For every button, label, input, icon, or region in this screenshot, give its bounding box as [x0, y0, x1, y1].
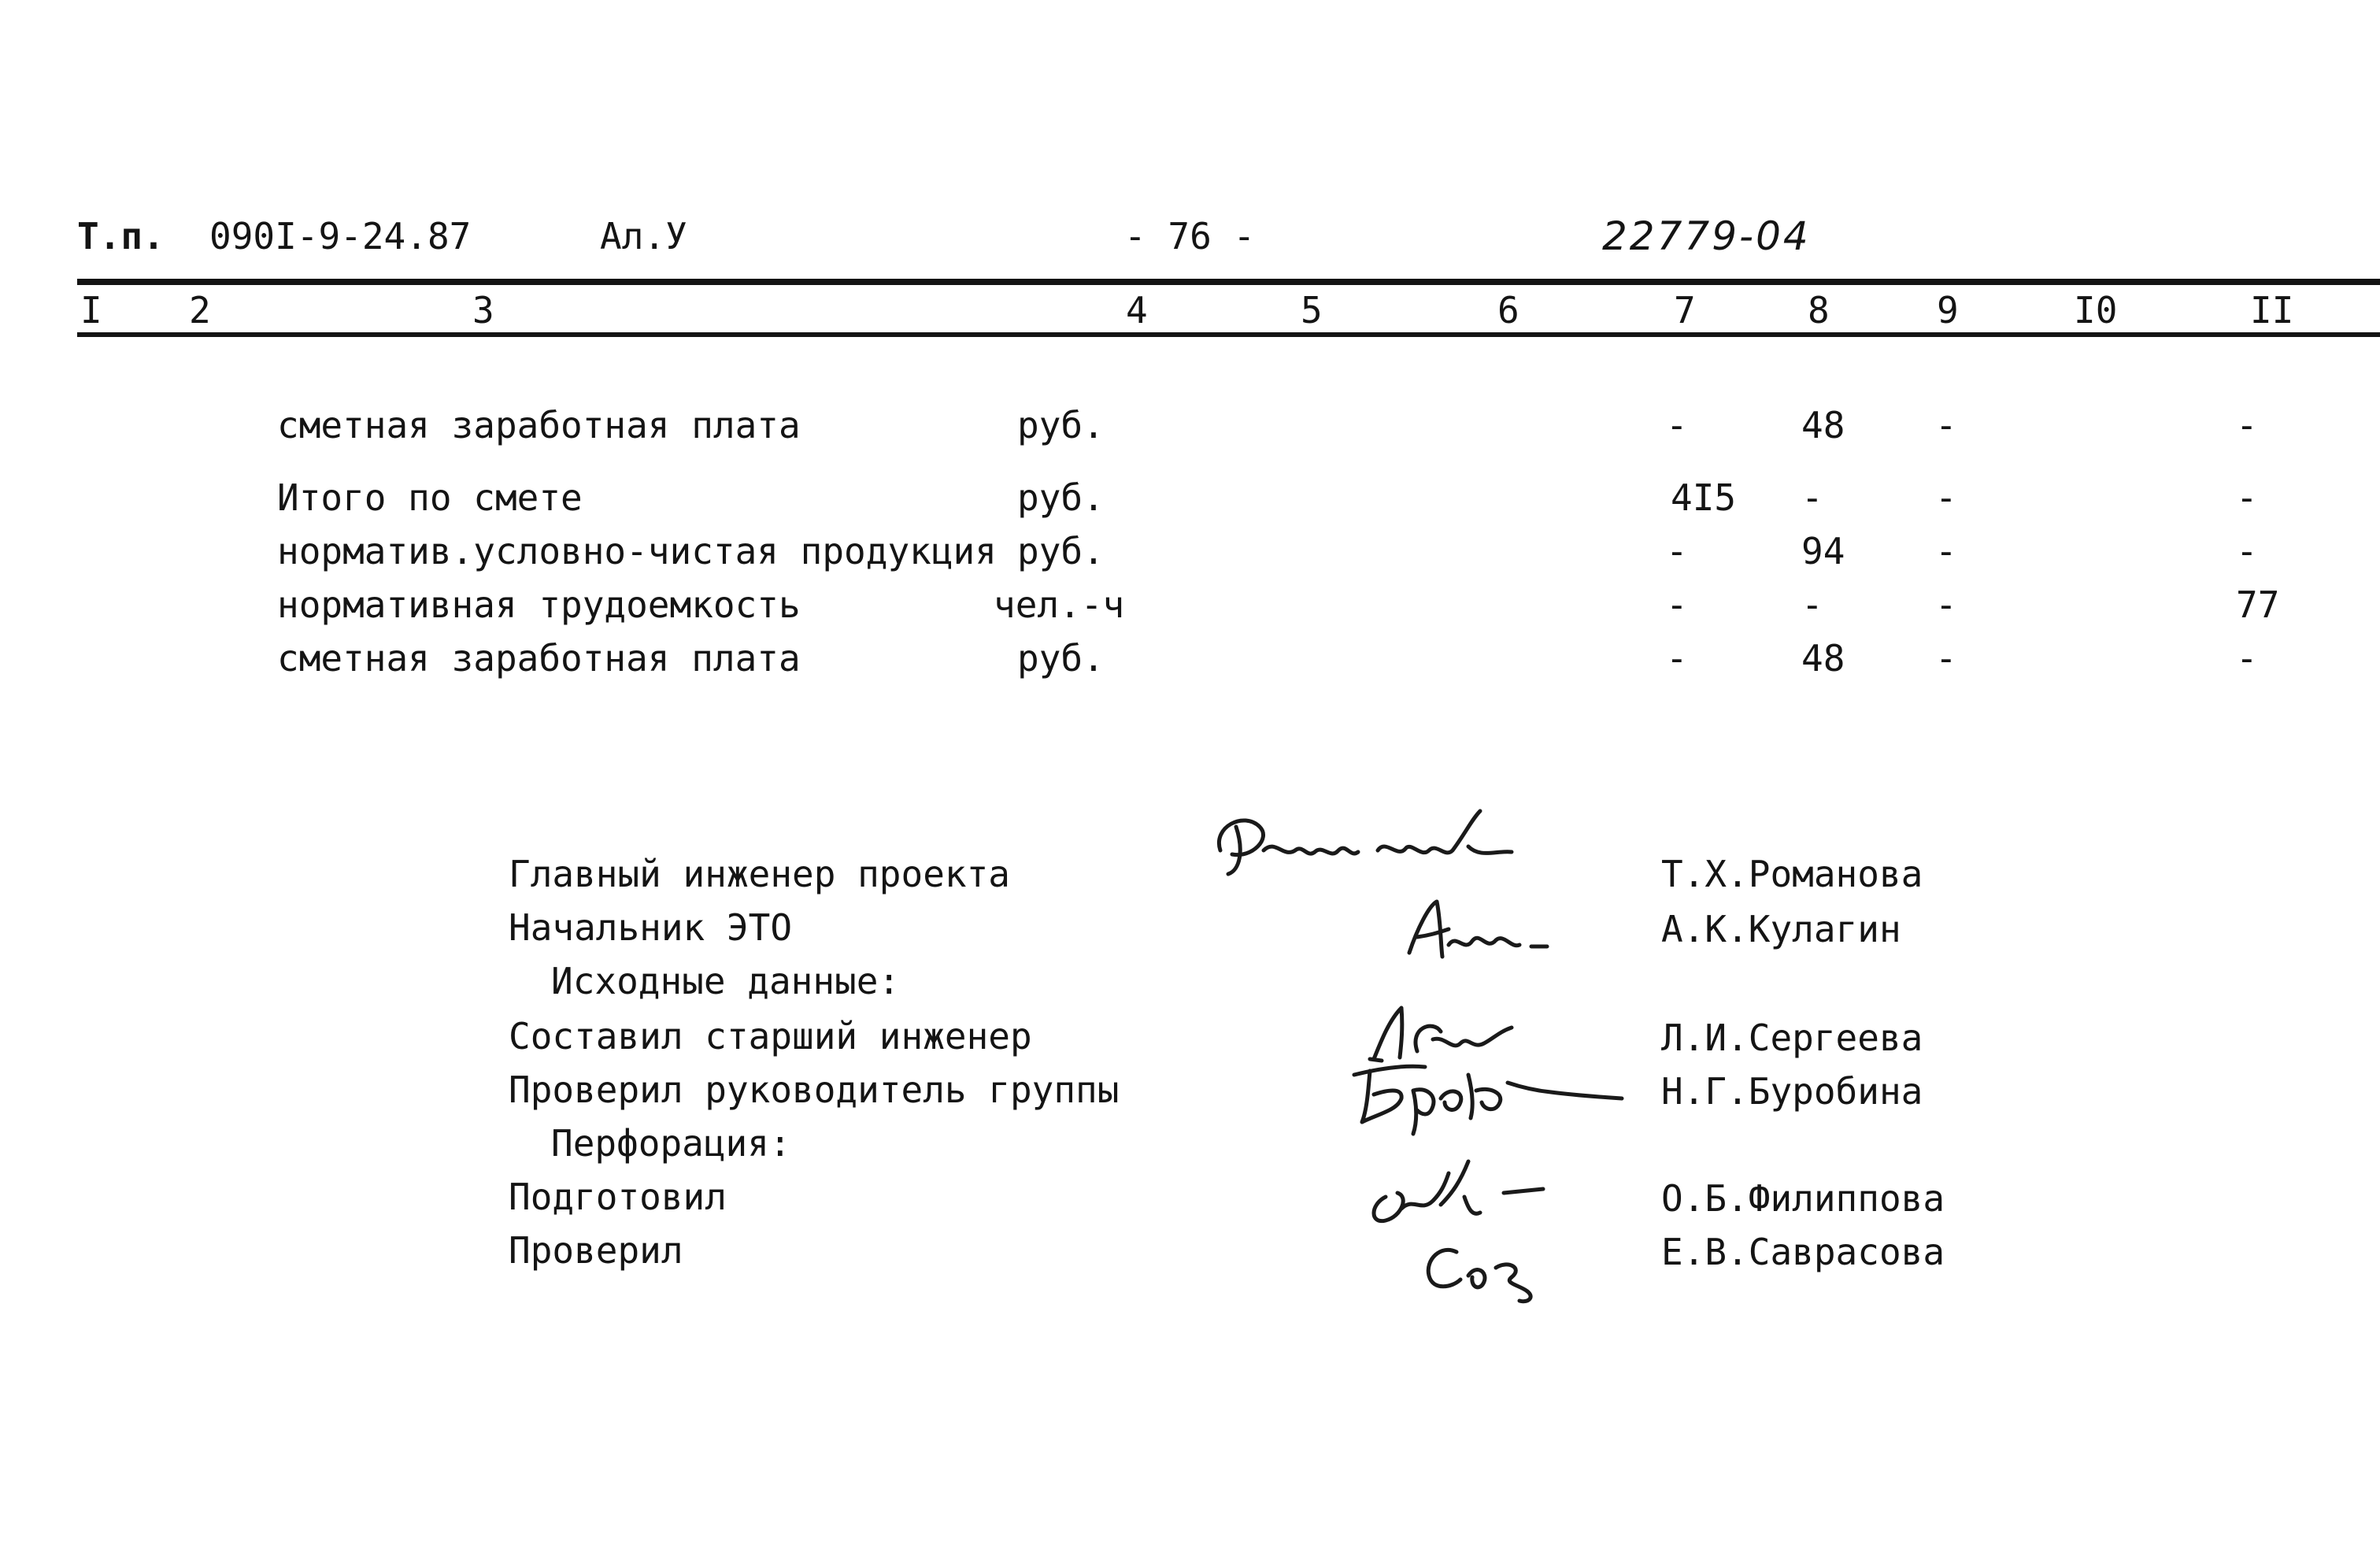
row-1-name: сметная заработная плата [277, 404, 801, 446]
role-checked-by: Проверил [509, 1229, 683, 1272]
row-4-unit: чел.-ч [994, 583, 1125, 626]
row-4-name: нормативная трудоемкость [277, 583, 801, 626]
signature-savrasova [1409, 1228, 1567, 1307]
row-1-col7: - [1666, 404, 1688, 446]
header-rule-top [77, 279, 2380, 285]
person-sergeeva: Л.И.Сергеева [1661, 1017, 1923, 1059]
person-kulagin: А.К.Кулагин [1661, 908, 1901, 950]
signature-kulagin [1394, 890, 1567, 969]
row-4-col7: - [1666, 583, 1688, 626]
role-prepared-by: Подготовил [509, 1176, 727, 1218]
row-5-col7: - [1666, 637, 1688, 680]
role-checked-by-group-lead: Проверил руководитель группы [509, 1069, 1120, 1111]
row-3-unit: руб. [1017, 530, 1105, 572]
signature-filippova [1354, 1150, 1590, 1228]
column-number-4: 4 [1126, 289, 1148, 331]
row-1-unit: руб. [1017, 404, 1105, 446]
page-number: - 76 - [1124, 215, 1256, 257]
section-perforation: Перфорация: [551, 1122, 791, 1165]
column-number-6: 6 [1497, 289, 1519, 331]
column-number-3: 3 [472, 289, 494, 331]
row-2-unit: руб. [1017, 476, 1105, 519]
row-2-col8: - [1801, 476, 1823, 519]
row-5-col8: 48 [1801, 637, 1845, 680]
row-3-col11: - [2236, 530, 2258, 572]
row-5-col11: - [2236, 637, 2258, 680]
document-number: 22779-04 [1602, 213, 1811, 259]
column-number-5: 5 [1301, 289, 1323, 331]
row-2-col9: - [1935, 476, 1957, 519]
column-number-1: I [80, 289, 102, 331]
row-4-col9: - [1935, 583, 1957, 626]
album-number: Ал.У [600, 215, 687, 257]
person-savrasova: Е.В.Саврасова [1661, 1231, 1945, 1273]
person-filippova: О.Б.Филиппова [1661, 1177, 1945, 1220]
template-project-label: Т.п. [77, 215, 165, 257]
row-1-col9: - [1935, 404, 1957, 446]
project-code: 090I-9-24.87 [209, 215, 472, 257]
row-2-col7: 4I5 [1671, 476, 1737, 519]
row-3-name: норматив.условно-чистая продукция [277, 530, 997, 572]
row-3-col9: - [1935, 530, 1957, 572]
column-number-11: II [2250, 289, 2294, 331]
row-5-name: сметная заработная плата [277, 637, 801, 680]
column-number-7: 7 [1674, 289, 1696, 331]
row-1-col11: - [2236, 404, 2258, 446]
row-4-col8: - [1801, 583, 1823, 626]
row-2-col11: - [2236, 476, 2258, 519]
row-1-col8: 48 [1801, 404, 1845, 446]
column-number-10: I0 [2074, 289, 2118, 331]
row-3-col8: 94 [1801, 530, 1845, 572]
column-number-9: 9 [1937, 289, 1959, 331]
role-head-eto: Начальник ЭТО [509, 906, 793, 949]
row-3-col7: - [1666, 530, 1688, 572]
signature-romanova [1197, 795, 1527, 890]
column-number-2: 2 [189, 289, 211, 331]
role-chief-engineer: Главный инженер проекта [509, 853, 1010, 895]
person-romanova: Т.Х.Романова [1661, 853, 1923, 895]
person-burobina: Н.Г.Буробина [1661, 1070, 1923, 1113]
column-number-8: 8 [1808, 289, 1830, 331]
section-source-data: Исходные данные: [551, 960, 901, 1002]
header-rule-bottom [77, 332, 2380, 337]
row-5-col9: - [1935, 637, 1957, 680]
row-5-unit: руб. [1017, 637, 1105, 680]
row-2-name: Итого по смете [277, 476, 583, 519]
signature-burobina [1338, 1043, 1638, 1138]
role-compiled-by: Составил старший инженер [509, 1015, 1032, 1057]
row-4-col11: 77 [2236, 583, 2280, 626]
